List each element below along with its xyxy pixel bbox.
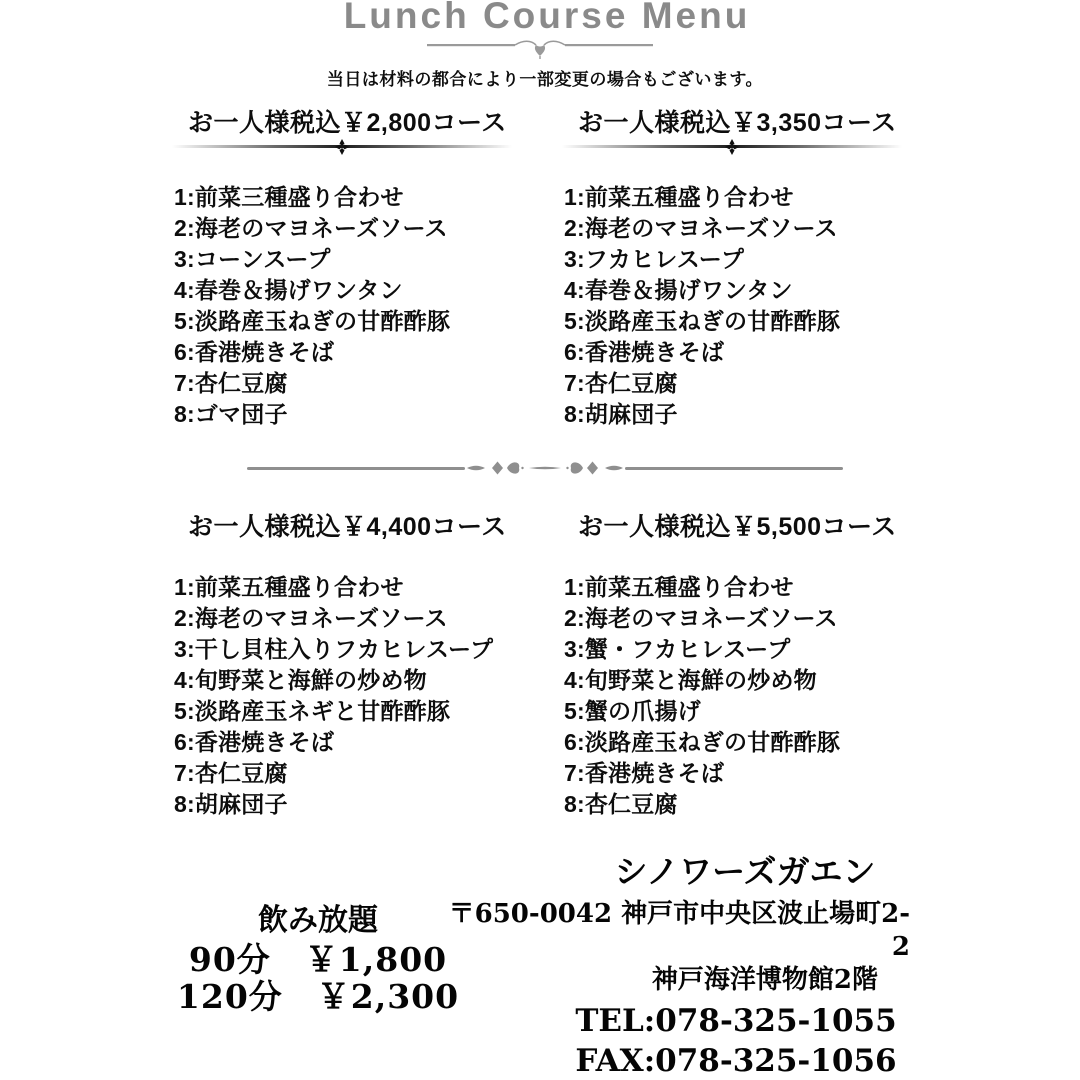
menu-item: 5:蟹の爪揚げ: [564, 698, 701, 724]
section-divider: [247, 458, 843, 478]
shop-tel: TEL:078-325-1055: [575, 1003, 897, 1039]
menu-item: 1:前菜五種盛り合わせ: [174, 574, 404, 600]
menu-item: 3:蟹・フカヒレスープ: [564, 636, 791, 662]
menu-item: 2:海老のマヨネーズソース: [174, 605, 448, 631]
course-title: お一人様税込￥3,350コース: [578, 109, 897, 137]
shop-info-block: [440, 852, 920, 1080]
drinks-price-90min: 90分 ￥1,800: [188, 940, 448, 979]
menu-item: 2:海老のマヨネーズソース: [564, 605, 838, 631]
menu-item: 7:杏仁豆腐: [174, 760, 288, 786]
course-items: [562, 572, 912, 820]
menu-item: 8:ゴマ団子: [174, 401, 288, 427]
course-title: お一人様税込￥4,400コース: [188, 513, 507, 541]
shop-address-line2: 神戸海洋博物館2階: [651, 965, 878, 995]
course-items: [172, 182, 522, 430]
drinks-title: 飲み放題: [258, 903, 378, 938]
shop-fax: FAX:078-325-1056: [575, 1043, 897, 1079]
course-items: [172, 572, 522, 820]
menu-item: 6:香港焼きそば: [564, 339, 725, 365]
title-flourish-ornament-icon: [425, 37, 655, 61]
divider-line: [247, 467, 465, 470]
leaf-diamond-ornament-icon: [465, 458, 625, 478]
shop-address-line1: 〒650-0042 神戸市中央区波止場町2-2: [448, 899, 910, 962]
clover-ornament-icon: [334, 139, 349, 155]
menu-item: 7:杏仁豆腐: [564, 370, 678, 396]
menu-item: 6:淡路産玉ねぎの甘酢酢豚: [564, 729, 841, 755]
divider-line: [625, 467, 843, 470]
shop-name: シノワーズガエン: [614, 852, 876, 891]
menu-item: 2:海老のマヨネーズソース: [564, 215, 838, 241]
menu-item: 1:前菜五種盛り合わせ: [564, 574, 794, 600]
menu-item: 3:干し貝柱入りフカヒレスープ: [174, 636, 494, 662]
menu-item: 7:香港焼きそば: [564, 760, 725, 786]
course-title-rule: [562, 140, 902, 156]
menu-header: [0, 0, 1080, 90]
course-3350: [562, 106, 912, 430]
menu-item: 2:海老のマヨネーズソース: [174, 215, 448, 241]
course-title-rule: [172, 140, 512, 156]
menu-item: 5:淡路産玉ネギと甘酢酢豚: [174, 698, 451, 724]
menu-item: 1:前菜五種盛り合わせ: [564, 184, 794, 210]
drinks-block: [168, 901, 468, 1015]
course-title: お一人様税込￥5,500コース: [578, 513, 897, 541]
clover-ornament-icon: [724, 139, 739, 155]
course-5500: [562, 510, 912, 820]
menu-item: 4:春巻＆揚げワンタン: [564, 277, 793, 303]
menu-item: 4:旬野菜と海鮮の炒め物: [174, 667, 427, 693]
course-4400: [172, 510, 522, 820]
page-title: Lunch Course Menu: [343, 0, 751, 36]
menu-item: 3:コーンスープ: [174, 246, 331, 272]
menu-item: 7:杏仁豆腐: [174, 370, 288, 396]
course-items: [562, 182, 912, 430]
drinks-price-120min: 120分 ￥2,300: [176, 977, 460, 1016]
menu-item: 5:淡路産玉ねぎの甘酢酢豚: [564, 308, 841, 334]
menu-item: 4:旬野菜と海鮮の炒め物: [564, 667, 817, 693]
menu-item: 6:香港焼きそば: [174, 729, 335, 755]
menu-item: 5:淡路産玉ねぎの甘酢酢豚: [174, 308, 451, 334]
course-title: お一人様税込￥2,800コース: [188, 109, 507, 137]
menu-item: 8:杏仁豆腐: [564, 791, 678, 817]
course-2800: [172, 106, 522, 430]
menu-item: 4:春巻＆揚げワンタン: [174, 277, 403, 303]
menu-item: 3:フカヒレスープ: [564, 246, 745, 272]
menu-item: 1:前菜三種盛り合わせ: [174, 184, 404, 210]
menu-note: 当日は材料の都合により一部変更の場合もございます。: [326, 70, 764, 89]
courses-grid: [172, 106, 912, 820]
menu-item: 8:胡麻団子: [564, 401, 678, 427]
menu-item: 8:胡麻団子: [174, 791, 288, 817]
menu-item: 6:香港焼きそば: [174, 339, 335, 365]
